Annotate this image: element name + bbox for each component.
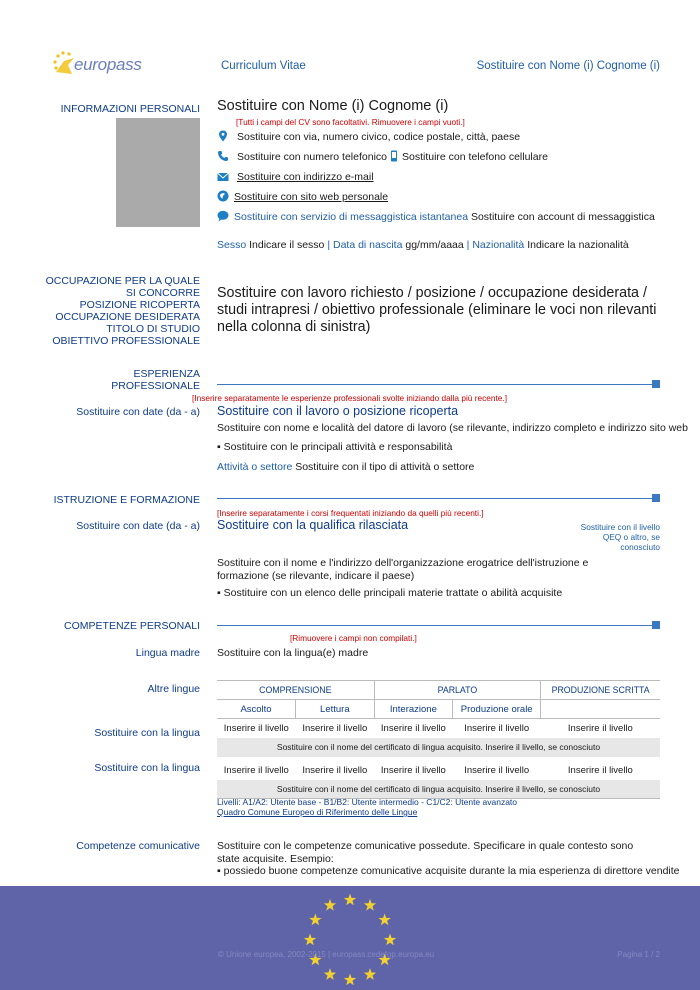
person-name: Sostituire con Nome (i) Cognome (i) [217, 98, 449, 114]
header-name: Sostituire con Nome (i) Cognome (i) [476, 60, 660, 72]
eu-footer [0, 886, 700, 990]
experience-sector [217, 461, 474, 473]
subheader-production: Produzione orale [453, 700, 541, 719]
experience-title: Sostituire con il lavoro o posizione ricoperta [217, 404, 459, 418]
language-table [217, 680, 660, 799]
mother-tongue-label: Lingua madre [135, 647, 200, 659]
levels-legend: Livelli: A1/A2: Utente base - B1/B2: Utente intermedio - C1/C2: Utente avanzato [217, 797, 518, 807]
experience-label-line: PROFESSIONALE [111, 380, 200, 392]
header-comprehension: COMPRENSIONE [217, 681, 374, 700]
language-name: Sostituire con la lingua [94, 762, 200, 774]
separator: | [466, 239, 470, 251]
education-rule [217, 498, 660, 499]
demographics-line [217, 239, 629, 251]
education-org: Sostituire con il nome e l'indirizzo dell'organizzazione erogatrice dell'istruzione e formazione (se rilevante, indicare il paese) [217, 557, 589, 582]
level-note-line: Sostituire con il livello [580, 522, 660, 532]
language-name: Sostituire con la lingua [94, 727, 200, 739]
location-icon [217, 130, 229, 142]
address-text: Sostituire con via, numero civico, codice postale, città, paese [237, 131, 521, 143]
header-speaking: PARLATO [374, 681, 541, 700]
mobile-text: Sostituire con telefono cellulare [402, 151, 548, 163]
nationality-value: Indicare la nazionalità [527, 239, 629, 251]
phone-text: Sostituire con numero telefonico [237, 151, 387, 163]
sex-value: Indicare il sesso [249, 239, 325, 251]
level-note-line: conosciuto [620, 542, 660, 552]
education-level-note [581, 522, 660, 552]
occupation-label: TITOLO DI STUDIO [106, 323, 200, 335]
communication-example: ▪ possiedo buone competenze comunicative acquisite durante la mia esperienza di direttore vendite [217, 865, 680, 877]
subheader-interaction: Interazione [374, 700, 453, 719]
occupation-label: SI CONCORRE [125, 287, 200, 299]
website-icon [217, 190, 229, 202]
communication-text: Sostituire con le competenze comunicative possedute. Specificare in quale contesto sono state acquisite. Esempio: [217, 840, 634, 865]
level-cell: Inserire il livello [464, 722, 530, 734]
occupation-labels [46, 275, 200, 347]
occupation-text: Sostituire con lavoro richiesto / posizione / occupazione desiderata / studi intrapresi / obiettivo professionale (eliminare le voci non rilevanti nella colonna di sinistra) [217, 285, 657, 335]
certificate-cell: Sostituire con il nome del certificato di lingua acquisito. Inserire il livello, se conosciuto [217, 738, 660, 757]
level-cell: Inserire il livello [223, 764, 289, 776]
level-cell: Inserire il livello [380, 722, 446, 734]
sector-label: Attività o settore [217, 461, 293, 473]
level-cell: Inserire il livello [464, 764, 530, 776]
eu-star [324, 968, 336, 980]
doc-title: Curriculum Vitae [221, 60, 306, 72]
experience-employer: Sostituire con nome e località del datore di lavoro (se rilevante, indirizzo completo e indirizzo sito web [217, 422, 688, 434]
logo-text: europass [74, 55, 142, 74]
skills-note: [Rimuovere i campi non compilati.] [290, 633, 417, 643]
level-cell: Inserire il livello [302, 764, 368, 776]
personal-section-label: INFORMAZIONI PERSONALI [60, 103, 200, 115]
framework-link[interactable]: Quadro Comune Europeo di Riferimento delle Lingue [217, 807, 418, 817]
education-title: Sostituire con la qualifica rilasciata [217, 518, 409, 532]
im-account: Sostituire con account di messaggistica [470, 211, 655, 223]
eu-star [384, 934, 396, 946]
eu-star [378, 914, 390, 926]
level-cell: Inserire il livello [380, 764, 446, 776]
level-note-line: QEQ o altro, se [602, 532, 660, 542]
eu-star [364, 899, 376, 911]
skills-rule [217, 625, 660, 626]
im-line [234, 211, 655, 223]
eu-star [344, 974, 356, 986]
birth-value: gg/mm/aaaa [405, 239, 464, 251]
phone-icon [217, 150, 229, 162]
nationality-label: Nazionalità [472, 239, 525, 251]
subheader-reading: Lettura [296, 700, 375, 719]
sex-label: Sesso [217, 239, 247, 251]
mother-tongue-value: Sostituire con la lingua(e) madre [217, 647, 369, 659]
communication-label: Competenze comunicative [76, 840, 200, 852]
header-writing: PRODUZIONE SCRITTA [541, 681, 660, 700]
mobile-icon [388, 150, 400, 162]
sector-value: Sostituire con il tipo di attività o settore [295, 461, 475, 473]
separator: | [327, 239, 331, 251]
eu-star [344, 894, 356, 906]
eu-star [364, 968, 376, 980]
footer-copyright: © Unione europea, 2002-2015 | europass.cedefop.europa.eu [218, 950, 435, 959]
education-dates: Sostituire con date (da - a) [76, 520, 200, 532]
experience-label-line: ESPERIENZA [133, 368, 200, 380]
email-icon [217, 171, 229, 183]
europass-logo [50, 48, 150, 78]
education-note: [Inserire separatamente i corsi frequentati iniziando da quelli più recenti.] [217, 508, 484, 518]
im-service: Sostituire con servizio di messaggistica istantanea [234, 211, 469, 223]
photo-placeholder [116, 118, 200, 227]
occupation-label: OBIETTIVO PROFESSIONALE [52, 335, 200, 347]
occupation-label: OCCUPAZIONE DESIDERATA [55, 311, 200, 323]
footer-page: Pagina 1 / 2 [617, 950, 660, 959]
occupation-label: OCCUPAZIONE PER LA QUALE [45, 275, 200, 287]
personal-note: [Tutti i campi del CV sono facoltativi. Rimuovere i campi vuoti.] [236, 117, 465, 127]
other-languages-label: Altre lingue [147, 683, 200, 695]
certificate-cell: Sostituire con il nome del certificato di lingua acquisito. Inserire il livello, se conosciuto [217, 780, 660, 799]
experience-dates: Sostituire con date (da - a) [76, 406, 200, 418]
eu-star [309, 914, 321, 926]
level-cell: Inserire il livello [567, 722, 633, 734]
website-link[interactable]: Sostituire con sito web personale [234, 191, 389, 203]
eu-star [304, 934, 316, 946]
occupation-label: POSIZIONE RICOPERTA [79, 299, 200, 311]
experience-note: [Inserire separatamente le esperienze professionali svolte iniziando dalla più recente.] [192, 393, 508, 403]
experience-activities: ▪ Sostituire con le principali attività e responsabilità [217, 441, 453, 453]
experience-label [111, 368, 200, 392]
education-label: ISTRUZIONE E FORMAZIONE [53, 494, 200, 506]
email-link[interactable]: Sostituire con indirizzo e-mail [237, 171, 374, 183]
subheader-listening: Ascolto [217, 700, 296, 719]
level-cell: Inserire il livello [223, 722, 289, 734]
level-cell: Inserire il livello [567, 764, 633, 776]
eu-stars-icon [295, 886, 405, 990]
subheader-empty [541, 700, 660, 719]
experience-rule [217, 384, 660, 385]
skills-label: COMPETENZE PERSONALI [64, 620, 200, 632]
education-subjects: ▪ Sostituire con un elenco delle principali materie trattate o abilità acquisite [217, 587, 563, 599]
eu-star [324, 899, 336, 911]
birth-label: Data di nascita [332, 239, 403, 251]
level-cell: Inserire il livello [302, 722, 368, 734]
chat-icon [217, 210, 229, 222]
